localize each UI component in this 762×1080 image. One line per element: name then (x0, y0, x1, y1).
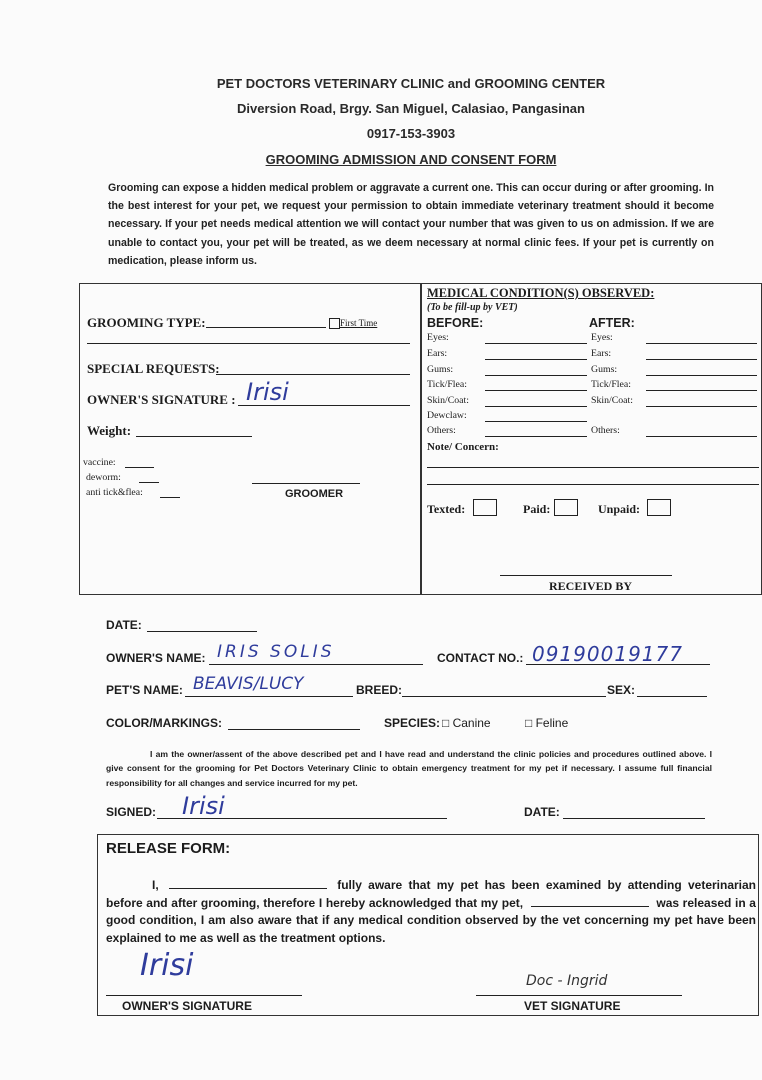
first-time-label: First Time (340, 318, 378, 328)
after-field-label: Others: (591, 425, 620, 436)
before-field-line[interactable] (485, 359, 587, 360)
before-field-line[interactable] (485, 343, 587, 344)
release-owner-signature-line[interactable] (106, 995, 302, 996)
color-markings-label: COLOR/MARKINGS: (106, 716, 222, 730)
unpaid-checkbox[interactable] (647, 499, 671, 516)
before-field-line[interactable] (485, 390, 587, 391)
after-field-line[interactable] (646, 343, 757, 344)
feline-option[interactable]: □ Feline (525, 716, 569, 730)
pet-name-line[interactable] (185, 696, 353, 697)
release-text-1: fully aware that my pet has been examined by attending veterinarian before and after grooming, therefore I hereby acknowledged that my pet, (106, 878, 757, 910)
medical-condition-title: MEDICAL CONDITION(S) OBSERVED: (427, 286, 655, 300)
sex-label: SEX: (607, 683, 636, 697)
unpaid-label: Unpaid: (598, 502, 641, 516)
contact-handwriting: 09190019177 (532, 642, 683, 666)
owner-name-line[interactable] (209, 664, 423, 665)
owner-signature-handwriting: Irisi (246, 378, 289, 406)
before-field-label: Eyes: (427, 332, 449, 343)
species-label: SPECIES: (384, 716, 441, 730)
after-field-label: Tick/Flea: (591, 379, 631, 390)
signed-date-label: DATE: (524, 805, 560, 819)
grooming-type-line[interactable] (206, 327, 326, 328)
paid-checkbox[interactable] (554, 499, 578, 516)
antitick-label: anti tick&flea: (86, 487, 143, 498)
after-field-line[interactable] (646, 436, 757, 437)
vet-signature-label: VET SIGNATURE (524, 999, 621, 1013)
texted-label: Texted: (427, 502, 466, 516)
special-requests-label: SPECIAL REQUESTS: (87, 361, 220, 376)
deworm-label: deworm: (86, 472, 121, 483)
release-title: RELEASE FORM: (106, 840, 231, 857)
after-field-label: Ears: (591, 348, 612, 359)
vet-signature-handwriting: Doc - Ingrid (526, 973, 608, 989)
date-line[interactable] (147, 631, 257, 632)
after-field-label: Skin/Coat: (591, 395, 633, 406)
consent-paragraph: I am the owner/assent of the above described pet and I have read and understand the clinic policies and procedures outlined above. I give consent for the grooming for Pet Doctors Veterinary Clinic to obtain emergency treatment for my pet if necessary. I assume full financial responsibility for all changes and service incurred for my pet. (106, 749, 712, 788)
received-by-line[interactable] (500, 575, 672, 576)
release-name-blank[interactable] (169, 877, 327, 889)
pet-name-handwriting: BEAVIS/LUCY (193, 674, 304, 694)
before-field-line[interactable] (485, 436, 587, 437)
note-line-2[interactable] (427, 484, 759, 485)
before-field-label: Gums: (427, 364, 454, 375)
after-label: AFTER: (589, 316, 635, 330)
before-label: BEFORE: (427, 316, 484, 330)
vet-subtitle: (To be fill-up by VET) (427, 302, 518, 313)
antitick-line[interactable] (160, 497, 180, 498)
note-line-1[interactable] (427, 467, 759, 468)
texted-checkbox[interactable] (473, 499, 497, 516)
weight-line[interactable] (136, 436, 252, 437)
clinic-address: Diversion Road, Brgy. San Miguel, Calasiao, Pangasinan (237, 101, 585, 116)
clinic-phone: 0917-153-3903 (366, 126, 456, 141)
note-concern-label: Note/ Concern: (427, 441, 499, 453)
breed-label: BREED: (356, 683, 403, 697)
groomer-label: GROOMER (285, 488, 344, 500)
after-field-label: Eyes: (591, 332, 613, 343)
before-field-label: Others: (427, 425, 456, 436)
paid-label: Paid: (523, 502, 551, 516)
deworm-line[interactable] (139, 482, 159, 483)
intro-paragraph: Grooming can expose a hidden medical problem or aggravate a current one. This can occur during or after grooming. In the best interest for your pet, we request your permission to obtain immediate veterinary treatment should it become necessary. If your pet needs medical attention we will contact your number that was given to us on admission. If we are unable to contact you, your pet will be treated, as we deem necessary at normal clinic fees. If your pet is currently on medication, please inform us. (108, 182, 714, 267)
owner-name-label: OWNER'S NAME: (106, 651, 206, 665)
after-field-line[interactable] (646, 359, 757, 360)
before-field-line[interactable] (485, 421, 587, 422)
release-text-2: was released in a good condition, I am also aware that if any medical condition observed by the vet concerning my pet have been explained to me as well as the treatment options. (106, 895, 756, 945)
owner-signature-label: OWNER'S SIGNATURE : (87, 392, 236, 407)
owner-name-handwriting: IRIS SOLIS (217, 642, 335, 662)
first-time-checkbox[interactable] (329, 318, 340, 329)
vaccine-line[interactable] (125, 467, 154, 468)
color-markings-line[interactable] (228, 729, 360, 730)
after-field-line[interactable] (646, 375, 757, 376)
grooming-type-line-2[interactable] (87, 343, 410, 344)
clinic-name: PET DOCTORS VETERINARY CLINIC and GROOMING CENTER (216, 76, 606, 91)
before-field-label: Skin/Coat: (427, 395, 469, 406)
vaccine-label: vaccine: (83, 457, 116, 468)
release-paragraph (106, 877, 756, 947)
after-field-label: Gums: (591, 364, 618, 375)
signed-label: SIGNED: (106, 805, 157, 819)
date-label: DATE: (106, 618, 142, 632)
special-requests-line[interactable] (216, 374, 410, 375)
release-i: I, (152, 878, 159, 892)
admission-box-divider (420, 284, 422, 594)
grooming-type-label: GROOMING TYPE: (87, 315, 206, 330)
signed-date-line[interactable] (563, 818, 705, 819)
vet-signature-line[interactable] (476, 995, 682, 996)
canine-option[interactable]: □ Canine (442, 716, 491, 730)
contact-label: CONTACT NO.: (437, 651, 524, 665)
before-field-label: Ears: (427, 348, 448, 359)
form-title: GROOMING ADMISSION AND CONSENT FORM (265, 152, 557, 167)
breed-line[interactable] (402, 696, 606, 697)
before-field-line[interactable] (485, 406, 587, 407)
before-field-label: Tick/Flea: (427, 379, 467, 390)
signed-handwriting: Irisi (182, 792, 225, 820)
pet-name-label: PET'S NAME: (106, 683, 183, 697)
weight-label: Weight: (87, 423, 132, 438)
release-owner-signature-label: OWNER'S SIGNATURE (122, 999, 252, 1013)
release-owner-signature-handwriting: Irisi (140, 948, 194, 983)
after-field-line[interactable] (646, 406, 757, 407)
received-by-label: RECEIVED BY (549, 579, 633, 593)
before-field-label: Dewclaw: (427, 410, 467, 421)
after-field-line[interactable] (646, 390, 757, 391)
sex-line[interactable] (637, 696, 707, 697)
release-pet-blank[interactable] (531, 895, 649, 907)
groomer-line[interactable] (252, 483, 360, 484)
before-field-line[interactable] (485, 375, 587, 376)
